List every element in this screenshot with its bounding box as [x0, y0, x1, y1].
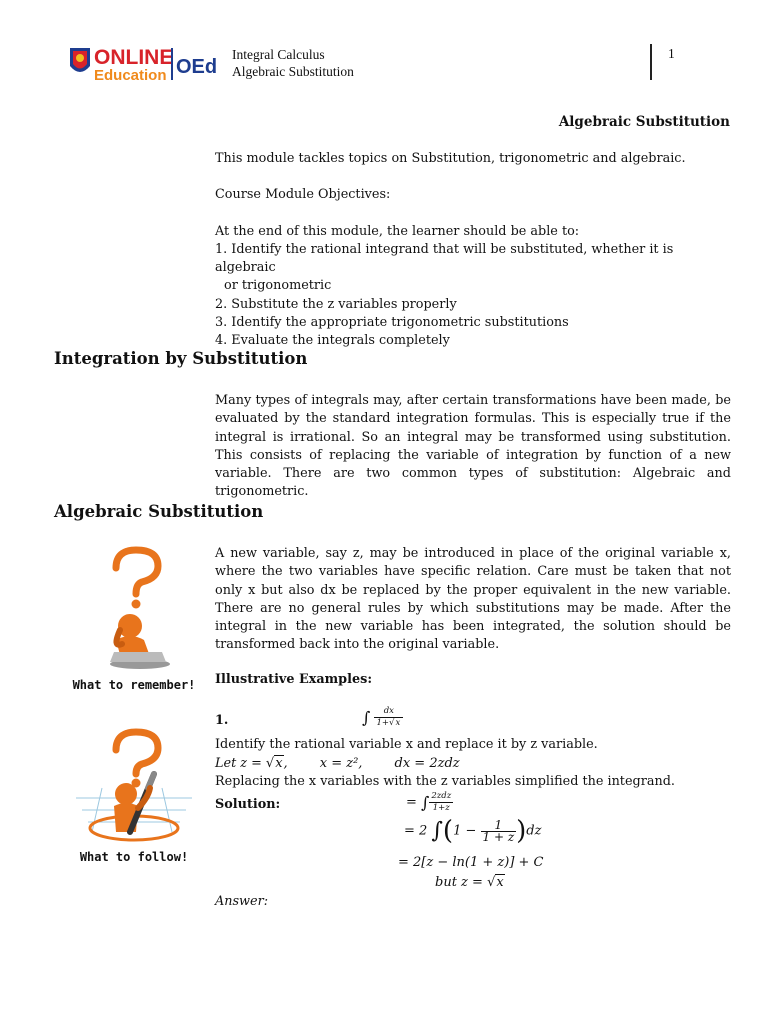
what-to-remember-figure: [72, 544, 196, 694]
solution-step-1: = ∫ $\frac{\text{2zdz}}{1+z}$: [406, 791, 452, 813]
header-divider: [650, 44, 652, 80]
person-with-pen-icon: [72, 728, 196, 848]
section-heading-algebraic: Algebraic Substitution: [54, 502, 264, 521]
objectives-heading: Course Module Objectives:: [215, 187, 391, 203]
objective-item-3: 3. Identify the appropriate trigonometric substitutions: [215, 315, 569, 331]
solution-step-3: = 2[z − ln(1 + z)] + C: [398, 855, 544, 870]
logo-education-text: Education: [94, 67, 167, 84]
answer-label: Answer:: [215, 894, 269, 909]
document-title: Algebraic Substitution: [558, 114, 730, 130]
identify-text: Identify the rational variable x and replace it by z variable.: [215, 737, 598, 752]
objective-item-2: 2. Substitute the z variables properly: [215, 296, 457, 312]
thinking-person-icon: [72, 544, 196, 672]
solution-label: Solution:: [215, 797, 281, 812]
objective-item-1-cont: or trigonometric: [224, 278, 332, 294]
objective-item-4: 4. Evaluate the integrals completely: [215, 333, 450, 349]
example-number: 1.: [215, 713, 229, 728]
objectives-lead: At the end of this module, the learner should be able to:: [215, 223, 580, 239]
integration-paragraph: Many types of integrals may, after certain transformations have been made, be evaluated by the standard integration formulas. This is especially true if the integral is irrational. So an integral may be transformed using substitution. This consists of replacing the variable of integration by function of a new variable. There are two common types of substitution: Algebraic and trigonometric.: [215, 393, 731, 500]
examples-heading: Illustrative Examples:: [215, 672, 373, 687]
shield-icon: [70, 48, 90, 72]
logo-oed-mark: OEd: [176, 56, 218, 78]
header-course: Integral Calculus: [232, 47, 325, 62]
follow-caption: What to follow!: [79, 850, 189, 864]
solution-back-substitution: but z = √x: [435, 875, 504, 890]
online-education-logo: [68, 42, 220, 86]
but-text: but z =: [435, 875, 488, 890]
header-topic: Algebraic Substitution: [232, 64, 354, 79]
section-heading-integration: Integration by Substitution: [54, 349, 308, 368]
page-number: 1: [668, 46, 675, 61]
let-prefix: Let z =: [215, 756, 266, 771]
solution-step-2: = 2 ∫(1 − $\frac{1}{1 + z}$ )dz: [404, 816, 542, 846]
algebraic-paragraph: A new variable, say z, may be introduced in place of the original variable x, where the two variables have specific relation. Care must be taken that not only x but also dx be replaced by the proper equivalent in the new variable. There are no general rules by which substitutions may be made. After the integral in the new variable has been integrated, the solution should be transformed back into the original variable.: [215, 546, 731, 653]
logo-online-text: ONLINE: [94, 46, 174, 69]
example-integral: ∫ $\frac{dx}{1+√x}$: [362, 706, 403, 729]
objective-item-1: 1. Identify the rational integrand that will be substituted, whether it is algebraic: [215, 241, 674, 276]
let-substitution-line: Let z = √x, x = z², dx = 2zdz: [215, 756, 460, 771]
replacing-text: Replacing the x variables with the z variables simplified the integrand.: [215, 774, 675, 789]
remember-caption: What to remember!: [72, 678, 196, 692]
intro-line: This module tackles topics on Substitution, trigonometric and algebraic.: [215, 151, 686, 166]
what-to-follow-figure: [72, 728, 196, 870]
intro-block: [215, 150, 731, 351]
